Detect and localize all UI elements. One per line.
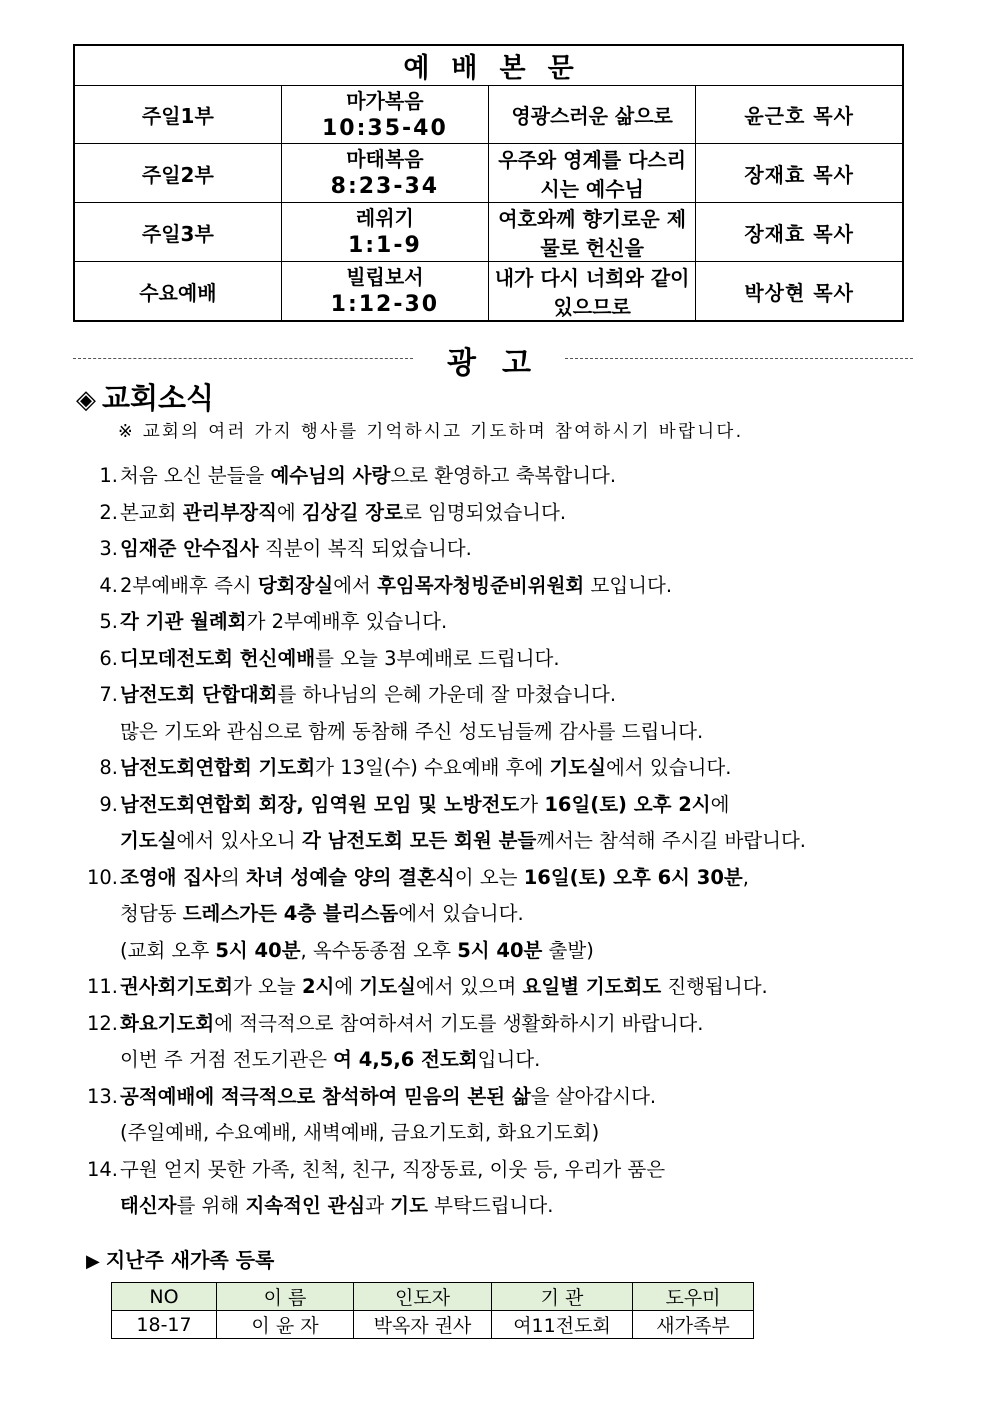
list-item [74, 860, 894, 897]
service-name: 수요예배 [74, 262, 281, 322]
item-text-segment: 모입니다. [584, 573, 673, 597]
scripture-ref: 8:23-34 [330, 174, 440, 199]
sermon-row [74, 144, 903, 203]
item-text-segment: 구원 얻지 못한 가족, 친척, 친구, 직장동료, 이웃 등, 우리가 품은 [120, 1157, 666, 1181]
item-text-segment: 부탁드립니다. [427, 1194, 554, 1217]
list-item [74, 531, 894, 568]
emphasis-text: 남전도회연합회 기도회 [120, 756, 316, 779]
scripture [281, 144, 488, 203]
emphasis-text: 화요기도회 [120, 1011, 215, 1035]
item-text [120, 933, 594, 970]
item-text [120, 677, 616, 714]
list-item [74, 495, 894, 532]
item-text-segment: , 옥수동종점 오후 [300, 938, 458, 962]
item-text-segment: 에서 있으며 [415, 975, 523, 998]
item-number: 13. [86, 1084, 118, 1108]
list-item [74, 787, 894, 824]
scripture [281, 86, 488, 144]
preacher: 윤근호 목사 [696, 86, 903, 144]
item-text [120, 823, 806, 860]
sermon-title: 내가 다시 너희와 같이 있으므로 [489, 262, 696, 322]
table-header-row [112, 1283, 754, 1311]
list-item [74, 641, 894, 678]
item-text [120, 787, 729, 824]
item-text-segment: 를 오늘 3부예배로 드립니다. [315, 646, 560, 670]
news-list [74, 458, 894, 1225]
emphasis-text: 각 남전도회 모든 회원 분들 [301, 829, 537, 852]
emphasis-text: 권사회기도회 [120, 975, 234, 998]
column-header-guide: 인도자 [354, 1283, 492, 1311]
item-text-segment: 가 13일(수) 수요예배 후에 [315, 756, 550, 779]
item-text-segment: 이 오는 [454, 865, 524, 889]
list-item [74, 714, 894, 751]
emphasis-text: 지속적인 관심 [245, 1194, 366, 1217]
item-text [120, 568, 672, 605]
emphasis-text: 5시 40분 [457, 938, 543, 962]
service-name: 주일1부 [74, 86, 281, 144]
emphasis-text: 차녀 성예슬 양의 결혼식 [246, 865, 455, 889]
column-header-no: NO [112, 1283, 217, 1311]
emphasis-text: 임재준 안수집사 [120, 537, 259, 560]
cell-guide: 박옥자 권사 [354, 1311, 492, 1339]
scripture [281, 203, 488, 262]
emphasis-text: 16일(토) 오후 6시 30분 [523, 865, 743, 889]
cell-helper: 새가족부 [633, 1311, 754, 1339]
emphasis-text: 남전도회 단합대회 [120, 683, 278, 706]
item-text [120, 750, 731, 787]
item-text-segment: 입니다. [477, 1048, 541, 1071]
list-item [74, 568, 894, 605]
item-text-segment: 출발) [542, 938, 594, 962]
list-item [74, 458, 894, 495]
item-text-segment: 많은 기도와 관심으로 함께 동참해 주신 성도님들께 감사를 드립니다. [120, 719, 704, 743]
item-number: 10. [86, 865, 118, 889]
cell-org: 여11전도회 [492, 1311, 633, 1339]
item-text-segment: 처음 오신 분들을 [120, 464, 271, 487]
emphasis-text: 공적예배에 적극적으로 참석하여 믿음의 본된 삶 [120, 1084, 531, 1108]
sermon-title: 여호와께 향기로운 제물로 헌신을 [489, 203, 696, 262]
list-item [74, 896, 894, 933]
item-text [120, 495, 566, 532]
church-news-title: 교회소식 [102, 381, 215, 415]
scripture-book: 빌립보서 [346, 265, 424, 289]
item-text-segment: 에 [276, 500, 302, 524]
item-text-segment: , [742, 865, 749, 889]
item-text [120, 969, 768, 1006]
item-number: 5. [99, 610, 118, 633]
list-item [74, 823, 894, 860]
column-header-helper: 도우미 [633, 1283, 754, 1311]
item-number: 9. [99, 792, 118, 816]
dashed-rule-right [565, 358, 913, 359]
item-number: 7. [99, 683, 118, 706]
emphasis-text: 예수님의 사랑 [270, 464, 391, 487]
sermon-row [74, 203, 903, 262]
emphasis-text: 기도 [390, 1194, 428, 1217]
item-number: 11. [86, 975, 118, 998]
item-number: 1. [99, 464, 118, 487]
emphasis-text: 기도실 [359, 975, 416, 998]
item-text [120, 860, 749, 897]
item-number: 4. [99, 573, 118, 597]
item-text [120, 896, 524, 933]
service-name: 주일2부 [74, 144, 281, 203]
scripture-book: 마가복음 [346, 88, 424, 113]
list-item [74, 933, 894, 970]
emphasis-text: 기도실 [120, 829, 177, 852]
sermon-table [73, 44, 904, 322]
column-header-name: 이 름 [217, 1283, 354, 1311]
scripture [281, 262, 488, 322]
item-text [120, 1042, 540, 1079]
list-item [74, 969, 894, 1006]
item-text-segment: (교회 오후 [120, 938, 216, 962]
new-family-table [111, 1282, 754, 1339]
item-text [120, 641, 560, 678]
item-text-segment: 에 [710, 792, 730, 816]
emphasis-text: 김상길 장로 [301, 500, 403, 524]
emphasis-text: 태신자 [120, 1194, 177, 1217]
item-text [120, 1188, 553, 1225]
list-item [74, 1079, 894, 1116]
item-text-segment: 이번 주 거점 전도기관은 [120, 1048, 334, 1071]
triangle-right-icon: ▶ [86, 1251, 100, 1272]
emphasis-text: 관리부장직 [182, 500, 277, 524]
item-number: 6. [99, 646, 118, 670]
item-text-segment: 과 [365, 1194, 391, 1217]
emphasis-text: 16일(토) 오후 2시 [544, 792, 711, 816]
item-number: 8. [99, 756, 118, 779]
new-family-heading [86, 1244, 274, 1273]
list-item [74, 604, 894, 641]
item-text-segment: 로 임명되었습니다. [402, 500, 567, 524]
item-number: 2. [99, 500, 118, 524]
sermon-title: 우주와 영계를 다스리시는 예수님 [489, 144, 696, 203]
item-text-segment: 를 하나님의 은혜 가운데 잘 마쳤습니다. [277, 683, 617, 706]
list-item [74, 750, 894, 787]
item-text-segment: 진행됩니다. [661, 975, 768, 998]
item-text [120, 604, 447, 641]
service-name: 주일3부 [74, 203, 281, 262]
preacher: 장재효 목사 [696, 203, 903, 262]
ads-label: 광고 [447, 346, 557, 381]
item-text-segment: (주일예배, 수요예배, 새벽예배, 금요기도회, 화요기도회) [120, 1121, 600, 1144]
emphasis-text: 당회장실 [257, 573, 334, 597]
item-text-segment: 2부예배후 즉시 [120, 573, 258, 597]
scripture-ref: 1:12-30 [330, 292, 440, 317]
item-text-segment: 가 [519, 792, 545, 816]
church-news-heading [76, 376, 214, 417]
item-text-segment: 께서는 참석해 주시길 바랍니다. [536, 829, 806, 852]
item-text [120, 458, 616, 495]
sermon-table-title: 예배본문 [74, 45, 903, 86]
item-text-segment: 에 [334, 975, 360, 998]
item-text [120, 1006, 703, 1043]
item-text-segment: 가 오늘 [233, 975, 302, 998]
list-item [74, 1188, 894, 1225]
emphasis-text: 후임목자청빙준비위원회 [377, 573, 585, 597]
church-news-note: ※ 교회의 여러 가지 행사를 기억하시고 기도하며 참여하시기 바랍니다. [118, 422, 744, 442]
emphasis-text: 각 기관 월례회 [120, 610, 247, 633]
item-text-segment: 에서 있습니다. [398, 902, 524, 925]
scripture-ref: 10:35-40 [321, 115, 448, 141]
item-text-segment: 에서 있사오니 [176, 829, 302, 852]
item-text [120, 1115, 599, 1152]
item-text-segment: 의 [220, 865, 247, 889]
emphasis-text: 디모데전도회 헌신예배 [120, 646, 316, 670]
table-row [112, 1311, 754, 1339]
new-family-title: 지난주 새가족 등록 [105, 1248, 275, 1272]
item-number: 14. [86, 1157, 118, 1181]
scripture-book: 레위기 [355, 206, 414, 230]
column-header-org: 기 관 [492, 1283, 633, 1311]
emphasis-text: 2시 [301, 975, 335, 998]
item-number: 3. [99, 537, 118, 560]
item-text [120, 714, 703, 751]
list-item [74, 1115, 894, 1152]
emphasis-text: 5시 40분 [215, 938, 301, 962]
item-text-segment: 본교회 [120, 500, 183, 524]
item-text-segment: 에서 있습니다. [606, 756, 732, 779]
ads-divider [73, 338, 913, 381]
sermon-title: 영광스러운 삶으로 [489, 86, 696, 144]
preacher: 장재효 목사 [696, 144, 903, 203]
cell-no: 18-17 [112, 1311, 217, 1339]
emphasis-text: 남전도회연합회 회장, 임역원 모임 및 노방전도 [120, 792, 520, 816]
item-text [120, 1079, 656, 1116]
emphasis-text: 드레스가든 4층 블리스돔 [182, 902, 399, 925]
item-text-segment: 가 2부예배후 있습니다. [246, 610, 448, 633]
emphasis-text: 조영애 집사 [120, 865, 221, 889]
sermon-row [74, 262, 903, 322]
emphasis-text: 기도실 [549, 756, 607, 779]
item-text-segment: 를 위해 [176, 1194, 246, 1217]
diamond-icon: ◈ [76, 385, 96, 415]
emphasis-text: 요일별 기도회도 [522, 975, 662, 998]
dashed-rule-left [73, 358, 413, 359]
item-text-segment: 을 살아갑시다. [530, 1084, 657, 1108]
scripture-book: 마태복음 [346, 147, 424, 171]
list-item [74, 677, 894, 714]
sermon-row [74, 86, 903, 144]
preacher: 박상현 목사 [696, 262, 903, 322]
item-text-segment: 직분이 복직 되었습니다. [258, 537, 472, 560]
item-text-segment: 에서 [333, 573, 378, 597]
list-item [74, 1152, 894, 1189]
item-text-segment: 에 적극적으로 참여하셔서 기도를 생활화하시기 바랍니다. [214, 1011, 704, 1035]
item-text [120, 1152, 665, 1189]
item-number: 12. [86, 1011, 118, 1035]
item-text [120, 531, 472, 568]
item-text-segment: 청담동 [120, 902, 183, 925]
scripture-ref: 1:1-9 [347, 233, 422, 258]
emphasis-text: 여 4,5,6 전도회 [333, 1048, 478, 1071]
list-item [74, 1042, 894, 1079]
cell-name: 이 윤 자 [217, 1311, 354, 1339]
item-text-segment: 으로 환영하고 축복합니다. [390, 464, 617, 487]
list-item [74, 1006, 894, 1043]
